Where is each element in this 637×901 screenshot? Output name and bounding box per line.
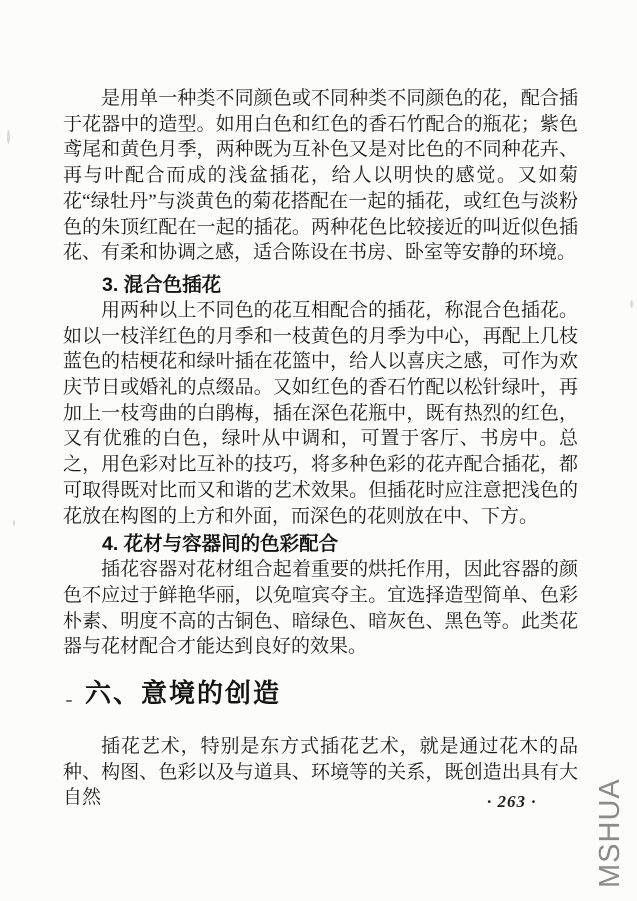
section-heading-artistic-conception: 六、意境的创造 — [85, 679, 282, 709]
scan-dash-mark — [66, 700, 72, 702]
para-two-color-arrangement: 是用单一种类不同颜色或不同种类不同颜色的花，配合插于花器中的造型。如用白色和红色的香石竹配合的瓶花；紫色鸢尾和黄色月季，两种既为互补色又是对比色的不同种花卉、再与叶配合而成的浅盆插花，给人以明快的感觉。又如菊花“绿牡丹”与淡黄色的菊花搭配在一起的插花，或红色与淡粉色的朱顶红配在一起的插花。两种花色比较接近的叫近似色插花、有柔和协调之感，适合陈设在书房、卧室等安静的环境。 — [63, 88, 578, 264]
para-artistic-conception-intro: 插花艺术，特别是东方式插花艺术，就是通过花木的品种、构图、色彩以及与道具、环境等的关系，既创造出具有大自然 — [63, 736, 578, 809]
subheading-mixed-color-arrangement: 3. 混合色插花 — [102, 273, 222, 296]
scan-speck — [7, 130, 10, 144]
para-container-color-matching: 插花容器对花材组合起着重要的烘托作用，因此容器的颜色不应过于鲜艳华丽，以免喧宾夺主。宜选择造型简单、色彩朴素、明度不高的古铜色、暗绿色、暗灰色、黑色等。此类花器与花材配合才能达到良好的效果。 — [63, 559, 578, 658]
scan-speck — [630, 300, 633, 308]
page-number: · 263 · — [487, 792, 537, 811]
watermark: MSHUA — [594, 778, 626, 888]
scan-speck — [13, 520, 15, 526]
page-body — [63, 86, 578, 811]
para-mixed-color-arrangement: 用两种以上不同色的花互相配合的插花，称混合色插花。如以一枝洋红色的月季和一枝黄色的月季为中心，再配上几枝蓝色的桔梗花和绿叶插在花篮中，给人以喜庆之感，可作为欢庆节日或婚礼的点缀品。又如红色的香石竹配以松针绿叶，再加上一枝弯曲的白鹃梅，插在深色花瓶中，既有热烈的红色，又有优雅的白色，绿叶从中调和，可置于客厅、书房中。总之，用色彩对比互补的技巧，将多种色彩的花卉配合插花，都可取得既对比而又和谐的艺术效果。但插花时应注意把浅色的花放在构图的上方和外面，而深色的花则放在中、下方。 — [63, 299, 578, 527]
subheading-container-color-matching: 4. 花材与容器间的色彩配合 — [102, 533, 339, 556]
